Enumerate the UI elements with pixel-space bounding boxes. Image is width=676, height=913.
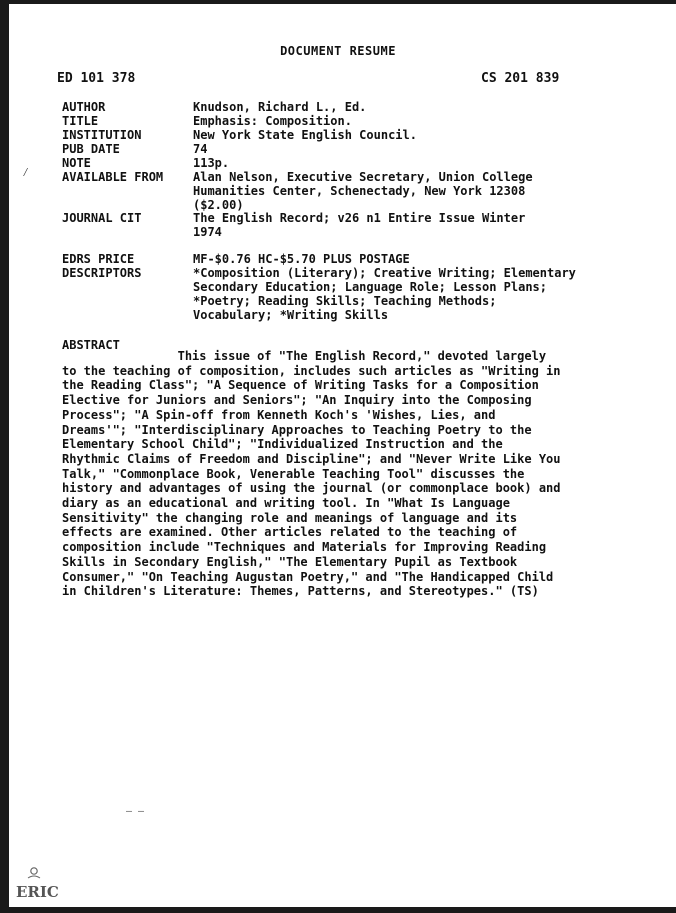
journal-cit-label: JOURNAL CIT — [62, 211, 142, 225]
scan-edge-bottom — [0, 907, 676, 913]
available-from-label: AVAILABLE FROM — [62, 170, 164, 184]
available-from-value: Alan Nelson, Executive Secretary, Union College Humanities Center, Schenectady, New York 12308 ($2.00) — [193, 170, 533, 212]
stray-mark-icon: ⁄ — [22, 165, 30, 179]
scan-edge-top — [0, 0, 676, 4]
journal-cit-value: The English Record; v26 n1 Entire Issue Winter 1974 — [193, 211, 526, 239]
title-label: TITLE — [62, 114, 99, 128]
institution-value: New York State English Council. — [193, 128, 417, 142]
abstract-text: This issue of "The English Record," devoted largely to the teaching of composition, includes such articles as "Writing in the Reading Class"; "A Sequence of Writing Tasks for a Composition Elective for Juniors and Seniors"; "An Inquiry into the Composing Process"; "A Spin-off from Kenneth Koch's 'Wishes, Lies, and Dreams'"; "Interdisciplinary Approaches to Teaching Poetry to the Elementary School Child"; "Individualized Instruction and the Rhythmic Claims of Freedom and Discipline"; and "Never Write Like You Talk," "Commonplace Book, Venerable Teaching Tool" discusses the history and advantages of using the journal (or commonplace book) and diary as an educational and writing tool. In "What Is Language Sensitivity" the changing role and meanings of language and its effects are examined. Other articles related to the teaching of composition include "Techniques and Materials for Improving Reading Skills in Secondary English," "The Elementary Pupil as Textbook Consumer," "On Teaching Augustan Poetry," and "The Handicapped Child in Children's Literature: Themes, Patterns, and Stereotypes." (TS) — [62, 349, 561, 599]
institution-label: INSTITUTION — [62, 128, 142, 142]
note-value: 113p. — [193, 156, 230, 170]
note-label: NOTE — [62, 156, 91, 170]
scan-dash-mark: — — — [126, 806, 145, 817]
abstract-heading: ABSTRACT — [62, 338, 120, 352]
descriptors-value: *Composition (Literary); Creative Writing; Elementary Secondary Education; Language Role; Lesson Plans; *Poetry; Reading Skills; Teaching Methods; Vocabulary; *Writing Skills — [193, 266, 576, 322]
ed-number: ED 101 378 — [57, 71, 136, 86]
author-label: AUTHOR — [62, 100, 106, 114]
title-value: Emphasis: Composition. — [193, 114, 352, 128]
eric-logo-icon — [14, 866, 59, 902]
author-value: Knudson, Richard L., Ed. — [193, 100, 367, 114]
cs-number: CS 201 839 — [481, 71, 560, 86]
pub-date-label: PUB DATE — [62, 142, 120, 156]
eric-logo — [14, 866, 59, 906]
eric-logo-text: ERIC — [16, 883, 59, 901]
descriptors-label: DESCRIPTORS — [62, 266, 142, 280]
scan-edge-left — [0, 0, 9, 913]
document-title: DOCUMENT RESUME — [280, 44, 396, 58]
edrs-price-label: EDRS PRICE — [62, 252, 135, 266]
edrs-price-value: MF-$0.76 HC-$5.70 PLUS POSTAGE — [193, 252, 410, 266]
pub-date-value: 74 — [193, 142, 208, 156]
